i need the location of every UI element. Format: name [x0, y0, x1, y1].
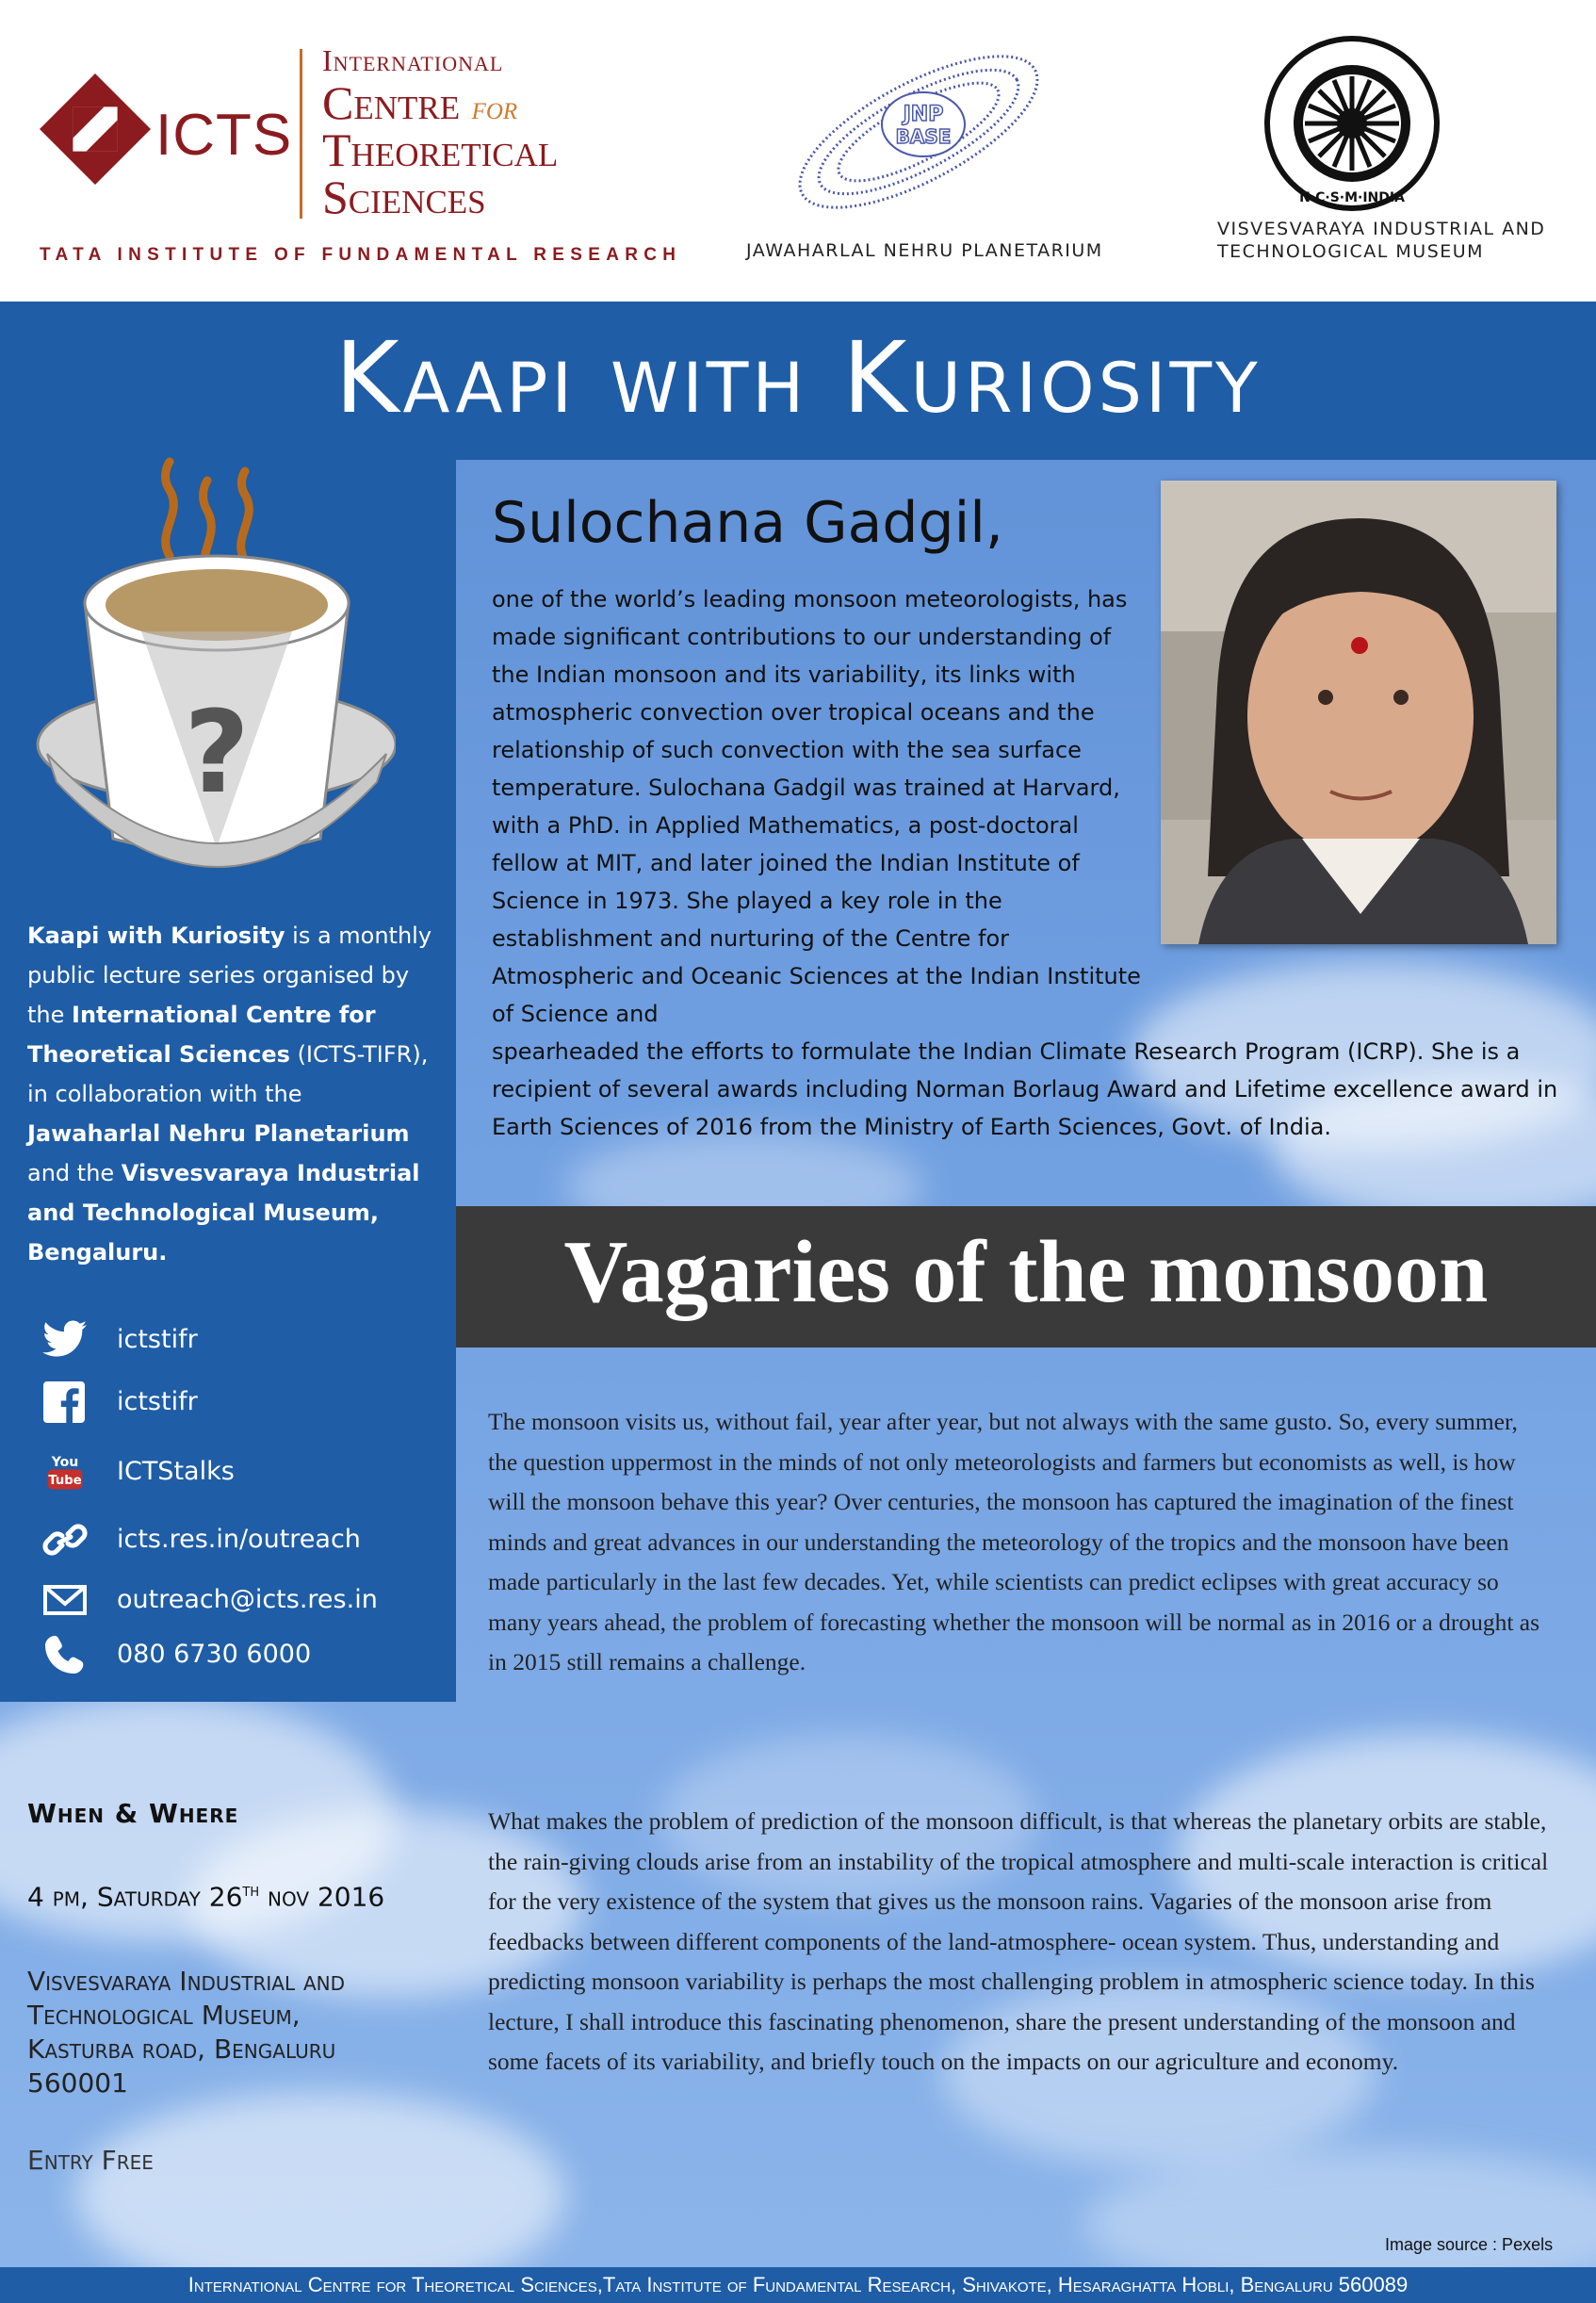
venue-line4: 560001 — [27, 2067, 128, 2099]
venue-line1: Visvesvaraya Industrial and — [27, 1966, 346, 1997]
icts-name-line4: Sciences — [322, 171, 486, 223]
phone-row[interactable] — [41, 1634, 437, 1675]
twitter-icon — [41, 1319, 89, 1361]
svg-text:JNP: JNP — [903, 103, 944, 126]
facebook-row[interactable] — [41, 1381, 437, 1423]
icts-logo-icon — [40, 74, 151, 185]
icts-name-line3: Theoretical — [322, 123, 559, 176]
tifr-name: TATA INSTITUTE OF FUNDAMENTAL RESEARCH — [40, 245, 682, 265]
header — [0, 0, 1596, 302]
event-date-month: nov 2016 — [259, 1881, 385, 1913]
vitm-name-line1: VISVESVARAYA INDUSTRIAL AND — [1217, 219, 1546, 239]
website-link[interactable]: icts.res.in/outreach — [117, 1525, 361, 1554]
series-description-segment: International Centre for Theoretical Sciences — [27, 1002, 376, 1068]
abstract-paragraph-1: The monsoon visits us, without fail, year after year, but not always with the same gusto. So, every summer, the question uppermost in the minds of not only meteorologists and farmers but economists as well, is how will the monsoon behave this year? Over centuries, the monsoon has captured the imagination of the finest minds and great advances in our understanding the meteorology of the tropics and the monsoon have been made particularly in the last few decades. Yet, while scientists can predict eclipses with great accuracy so many years ahead, the problem of forecasting whether the monsoon will be normal as in 2016 or a drought as in 2015 still remains a challenge. — [488, 1408, 1540, 1675]
phone-number: 080 6730 6000 — [117, 1640, 312, 1669]
venue-line2: Technological Museum, — [27, 2000, 301, 2031]
series-description-segment: Kaapi with Kuriosity — [27, 923, 285, 949]
abstract-paragraph-2: What makes the problem of prediction of the monsoon difficult, is that whereas the planetary orbits are stable, the rain-giving clouds arise from an instability of the tropical atmosphere and multi-scale interaction is critical for the very existence of the system that gives us the monsoon rains. Vagaries of the monsoon arise from feedbacks between different components of the land-atmosphere- ocean system. Thus, understanding and predicting monsoon variability is perhaps the most challenging problem in atmospheric science today. In this lecture, I shall introduce this fascinating phenomenon, share the present understanding of the monsoon and some facets of its variability, and briefly touch on the impacts on our agriculture and economy. — [488, 1807, 1549, 2075]
icts-full-name — [322, 43, 559, 223]
email-address[interactable]: outreach@icts.res.in — [117, 1585, 378, 1614]
image-source-credit: Image source : Pexels — [1385, 2235, 1554, 2254]
website-row[interactable] — [41, 1519, 437, 1560]
vitm-name-line2: TECHNOLOGICAL MUSEUM — [1217, 240, 1485, 262]
entry-info: Entry Free — [27, 2145, 154, 2176]
email-row[interactable] — [41, 1579, 437, 1621]
icts-name-centre: Centre — [322, 76, 461, 129]
icts-name-for: for — [471, 89, 518, 126]
logo-divider — [300, 49, 302, 219]
facebook-handle: ictstifr — [117, 1387, 198, 1416]
svg-text:?: ? — [184, 688, 250, 819]
icts-name-line2 — [322, 76, 558, 129]
jnp-name: JAWAHARLAL NEHRU PLANETARIUM — [746, 240, 1103, 261]
svg-text:Tube: Tube — [48, 1474, 82, 1489]
series-description-segment: Jawaharlal Nehru Planetarium — [27, 1120, 410, 1147]
event-date — [27, 1881, 384, 1912]
youtube-icon — [41, 1451, 89, 1493]
event-date-main: 4 pm, Saturday 26 — [27, 1881, 243, 1913]
svg-text:N·C·S·M·INDIA: N·C·S·M·INDIA — [1299, 190, 1405, 205]
twitter-handle: ictstifr — [117, 1325, 198, 1354]
svg-text:You: You — [51, 1454, 79, 1470]
series-description-segment: Bengaluru. — [27, 1239, 168, 1266]
venue-line3: Kasturba road, Bengaluru — [27, 2034, 336, 2065]
series-description-segment: is a monthly public lecture series organised by the — [27, 923, 432, 1028]
talk-title: Vagaries of the monsoon — [563, 1223, 1489, 1321]
mail-icon — [41, 1579, 89, 1621]
when-where-heading: When & Where — [27, 1798, 239, 1829]
series-description — [27, 916, 442, 1272]
svg-text:BASE: BASE — [895, 125, 952, 148]
event-date-suffix: th — [242, 1881, 260, 1901]
icts-abbreviation: ICTS — [155, 103, 293, 168]
jnp-logo-icon — [773, 21, 1065, 237]
link-icon — [41, 1519, 89, 1560]
series-description-segment: and the — [27, 1160, 122, 1186]
twitter-row[interactable] — [41, 1319, 437, 1361]
speaker-bio-part2: spearheaded the efforts to formulate the Indian Climate Research Program (ICRP). She is a recipient of several awards including Norman Borlaug Award and Lifetime excellence award in Earth Sciences of 2016 from the Ministry of Earth Sciences, Govt. of India. — [492, 1038, 1558, 1140]
icts-name-line1: International — [322, 43, 504, 77]
footer-address: International Centre for Theoretical Sciences,Tata Institute of Fundamental Research, Shivakote, Hesaraghatta Hobli, Bengaluru 560089 — [187, 2273, 1409, 2296]
series-description-segment: Visvesvaraya Industrial and Technological Museum, — [27, 1160, 420, 1226]
facebook-icon — [41, 1381, 89, 1423]
phone-icon — [41, 1634, 89, 1675]
event-venue — [27, 1965, 442, 2100]
youtube-row[interactable] — [41, 1451, 437, 1493]
series-description-segment: (ICTS-TIFR), in collaboration with the — [27, 1041, 429, 1107]
speaker-name: Sulochana Gadgil, — [492, 490, 1003, 556]
coffee-cup-icon — [28, 443, 396, 933]
youtube-channel: ICTStalks — [117, 1457, 235, 1486]
series-title: Kaapi with Kuriosity — [334, 320, 1262, 435]
speaker-photo — [1161, 481, 1556, 944]
vitm-logo-icon — [1262, 34, 1441, 213]
speaker-bio-part1: one of the world’s leading monsoon meteorologists, has made significant contributions to our understanding of the Indian monsoon and its variability, its links with atmospheric convection over tropical oceans and the relationship of such convection with the sea surface temperature. Sulochana Gadgil was trained at Harvard, with a PhD. in Applied Mathematics, a post-doctoral fellow at MIT, and later joined the Indian Institute of Science in 1973. She played a key role in the establishment and nurturing of the Centre for Atmospheric and Oceanic Sciences at the Indian Institute of Science and — [492, 586, 1141, 1027]
vitm-name — [1217, 219, 1545, 264]
